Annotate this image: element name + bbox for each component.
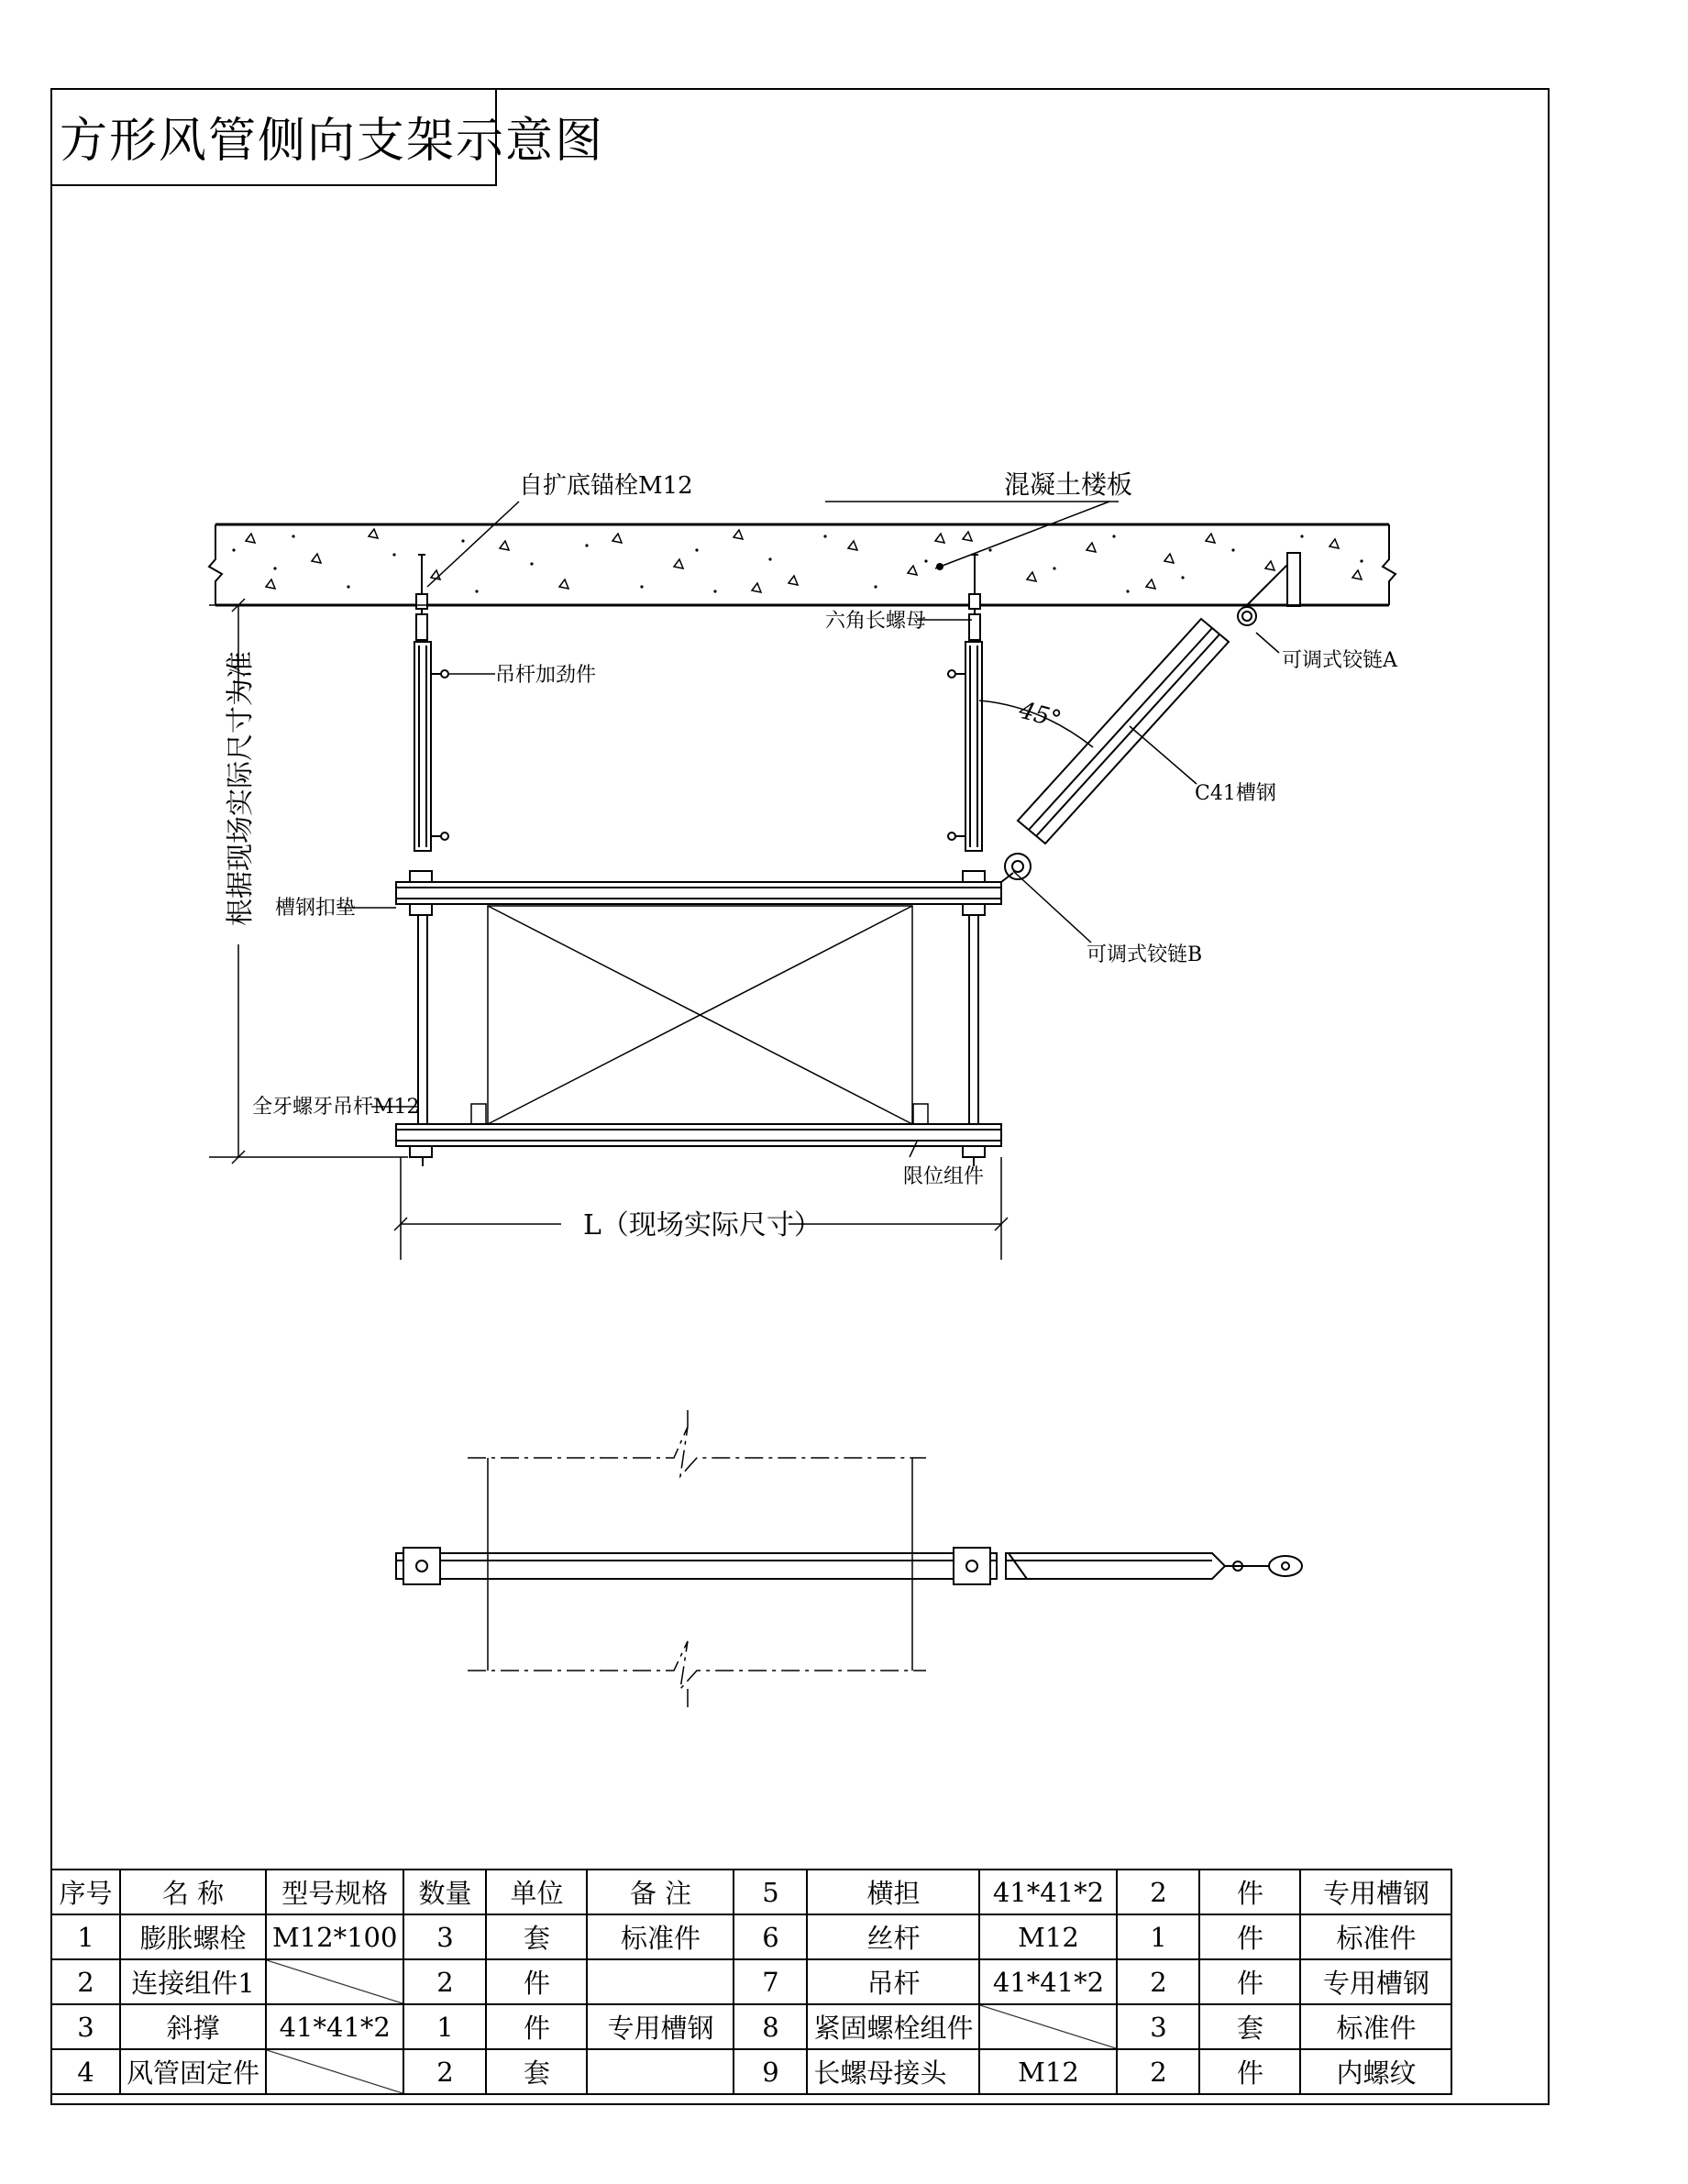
duct-cross-section <box>471 906 928 1124</box>
bom-cell-spec-empty <box>979 2004 1117 2049</box>
threaded-rods <box>418 915 978 1157</box>
bom-cell-unit: 套 <box>1199 2004 1300 2049</box>
bom-cell-spec-empty <box>266 2049 403 2094</box>
bom-header-note: 备 注 <box>587 1870 734 1914</box>
bom-cell-name: 连接组件1 <box>120 1959 266 2004</box>
bom-cell-spec: M12 <box>979 2049 1117 2094</box>
bom-cell-qty: 3 <box>403 1914 486 1959</box>
bom-cell-qty: 3 <box>1117 2004 1199 2049</box>
bom-cell-spec: M12*100 <box>266 1914 403 1959</box>
bom-cell-unit: 套 <box>486 1914 587 1959</box>
bom-cell-note: 标准件 <box>1300 2004 1451 2049</box>
bom-cell-name: 长螺母接头 <box>807 2049 979 2094</box>
bom-cell-note: 专用槽钢 <box>1300 1870 1451 1914</box>
bom-cell-spec-empty <box>266 1959 403 2004</box>
bom-cell-unit: 件 <box>486 2004 587 2049</box>
concrete-hatch <box>246 529 1362 592</box>
bom-cell-name: 风管固定件 <box>120 2049 266 2094</box>
bom-cell-name: 横担 <box>807 1870 979 1914</box>
concrete-slab <box>209 524 1396 605</box>
bom-row <box>51 2049 1451 2094</box>
bom-cell-unit: 件 <box>1199 2049 1300 2094</box>
bom-cell-note: 内螺纹 <box>1300 2049 1451 2094</box>
bom-cell-name: 丝杆 <box>807 1914 979 1959</box>
label-concrete-slab: 混凝土楼板 <box>1004 469 1133 500</box>
bom-cell-qty: 2 <box>1117 1959 1199 2004</box>
bom-cell-note <box>587 2049 734 2094</box>
label-c41-channel: C41槽钢 <box>1195 782 1276 805</box>
right-anchor-bolt <box>969 555 980 642</box>
bom-cell-unit: 套 <box>486 2049 587 2094</box>
bom-cell-qty: 2 <box>403 1959 486 2004</box>
bom-header-row <box>51 1870 1451 1914</box>
bom-cell-spec: M12 <box>979 1914 1117 1959</box>
label-threaded-rod: 全牙螺牙吊杆M12 <box>252 1096 420 1119</box>
bom-cell-unit: 件 <box>1199 1959 1300 2004</box>
label-hinge-a: 可调式铰链A <box>1282 649 1397 672</box>
bom-cell-unit: 件 <box>1199 1914 1300 1959</box>
bom-row <box>51 1959 1451 2004</box>
label-hex-nut: 六角长螺母 <box>825 610 927 633</box>
left-hanger-stiffener <box>414 642 448 851</box>
label-anchor-bolt: 自扩底锚栓M12 <box>519 472 693 500</box>
upper-crossarm-channel <box>396 871 1001 915</box>
bom-cell-name: 吊杆 <box>807 1959 979 2004</box>
bom-cell-no: 3 <box>51 2004 120 2049</box>
bom-cell-note: 专用槽钢 <box>1300 1959 1451 2004</box>
bom-cell-no: 9 <box>734 2049 807 2094</box>
label-limit-component: 限位组件 <box>903 1165 985 1188</box>
label-angle: 45° <box>1016 696 1065 734</box>
bom-cell-qty: 2 <box>1117 2049 1199 2094</box>
bom-cell-no: 8 <box>734 2004 807 2049</box>
bom-header-unit: 单位 <box>486 1870 587 1914</box>
bom-cell-note <box>587 1959 734 2004</box>
bom-cell-no: 6 <box>734 1914 807 1959</box>
bom-cell-note: 标准件 <box>1300 1914 1451 1959</box>
label-hinge-b: 可调式铰链B <box>1087 943 1203 966</box>
bom-cell-no: 2 <box>51 1959 120 2004</box>
bom-header-no: 序号 <box>51 1870 120 1914</box>
bom-cell-unit: 件 <box>486 1959 587 2004</box>
bom-cell-qty: 1 <box>403 2004 486 2049</box>
bill-of-materials <box>50 1869 1452 2095</box>
label-dimension-vertical: 根据现场实际尺寸为准 <box>225 651 257 926</box>
label-stiffener: 吊杆加劲件 <box>495 664 597 687</box>
bom-cell-spec: 41*41*2 <box>979 1959 1117 2004</box>
bom-cell-no: 5 <box>734 1870 807 1914</box>
bom-cell-spec: 41*41*2 <box>979 1870 1117 1914</box>
bom-cell-note: 标准件 <box>587 1914 734 1959</box>
bom-cell-spec: 41*41*2 <box>266 2004 403 2049</box>
bom-header-qty: 数量 <box>403 1870 486 1914</box>
bom-header-spec: 型号规格 <box>266 1870 403 1914</box>
bom-cell-unit: 件 <box>1199 1870 1300 1914</box>
bom-header-name: 名 称 <box>120 1870 266 1914</box>
left-anchor-bolt <box>416 555 427 642</box>
drawing-title: 方形风管侧向支架示意图 <box>60 114 605 169</box>
bom-cell-name: 紧固螺栓组件 <box>807 2004 979 2049</box>
lower-crossarm-channel <box>396 1124 1001 1166</box>
label-channel-washer: 槽钢扣垫 <box>275 897 357 920</box>
leader-lines <box>337 502 1279 1157</box>
bom-cell-no: 7 <box>734 1959 807 2004</box>
label-dimension-horizontal: L（现场实际尺寸） <box>583 1209 822 1241</box>
bom-cell-name: 膨胀螺栓 <box>120 1914 266 1959</box>
bom-cell-note: 专用槽钢 <box>587 2004 734 2049</box>
bom-cell-no: 4 <box>51 2049 120 2094</box>
right-hanger-stiffener <box>948 642 982 851</box>
bom-row <box>51 1914 1451 1959</box>
plan-view <box>396 1548 1302 1584</box>
bom-cell-name: 斜撑 <box>120 2004 266 2049</box>
bom-cell-qty: 2 <box>403 2049 486 2094</box>
bom-cell-no: 1 <box>51 1914 120 1959</box>
bom-cell-qty: 1 <box>1117 1914 1199 1959</box>
bom-row <box>51 2004 1451 2049</box>
bom-cell-qty: 2 <box>1117 1870 1199 1914</box>
